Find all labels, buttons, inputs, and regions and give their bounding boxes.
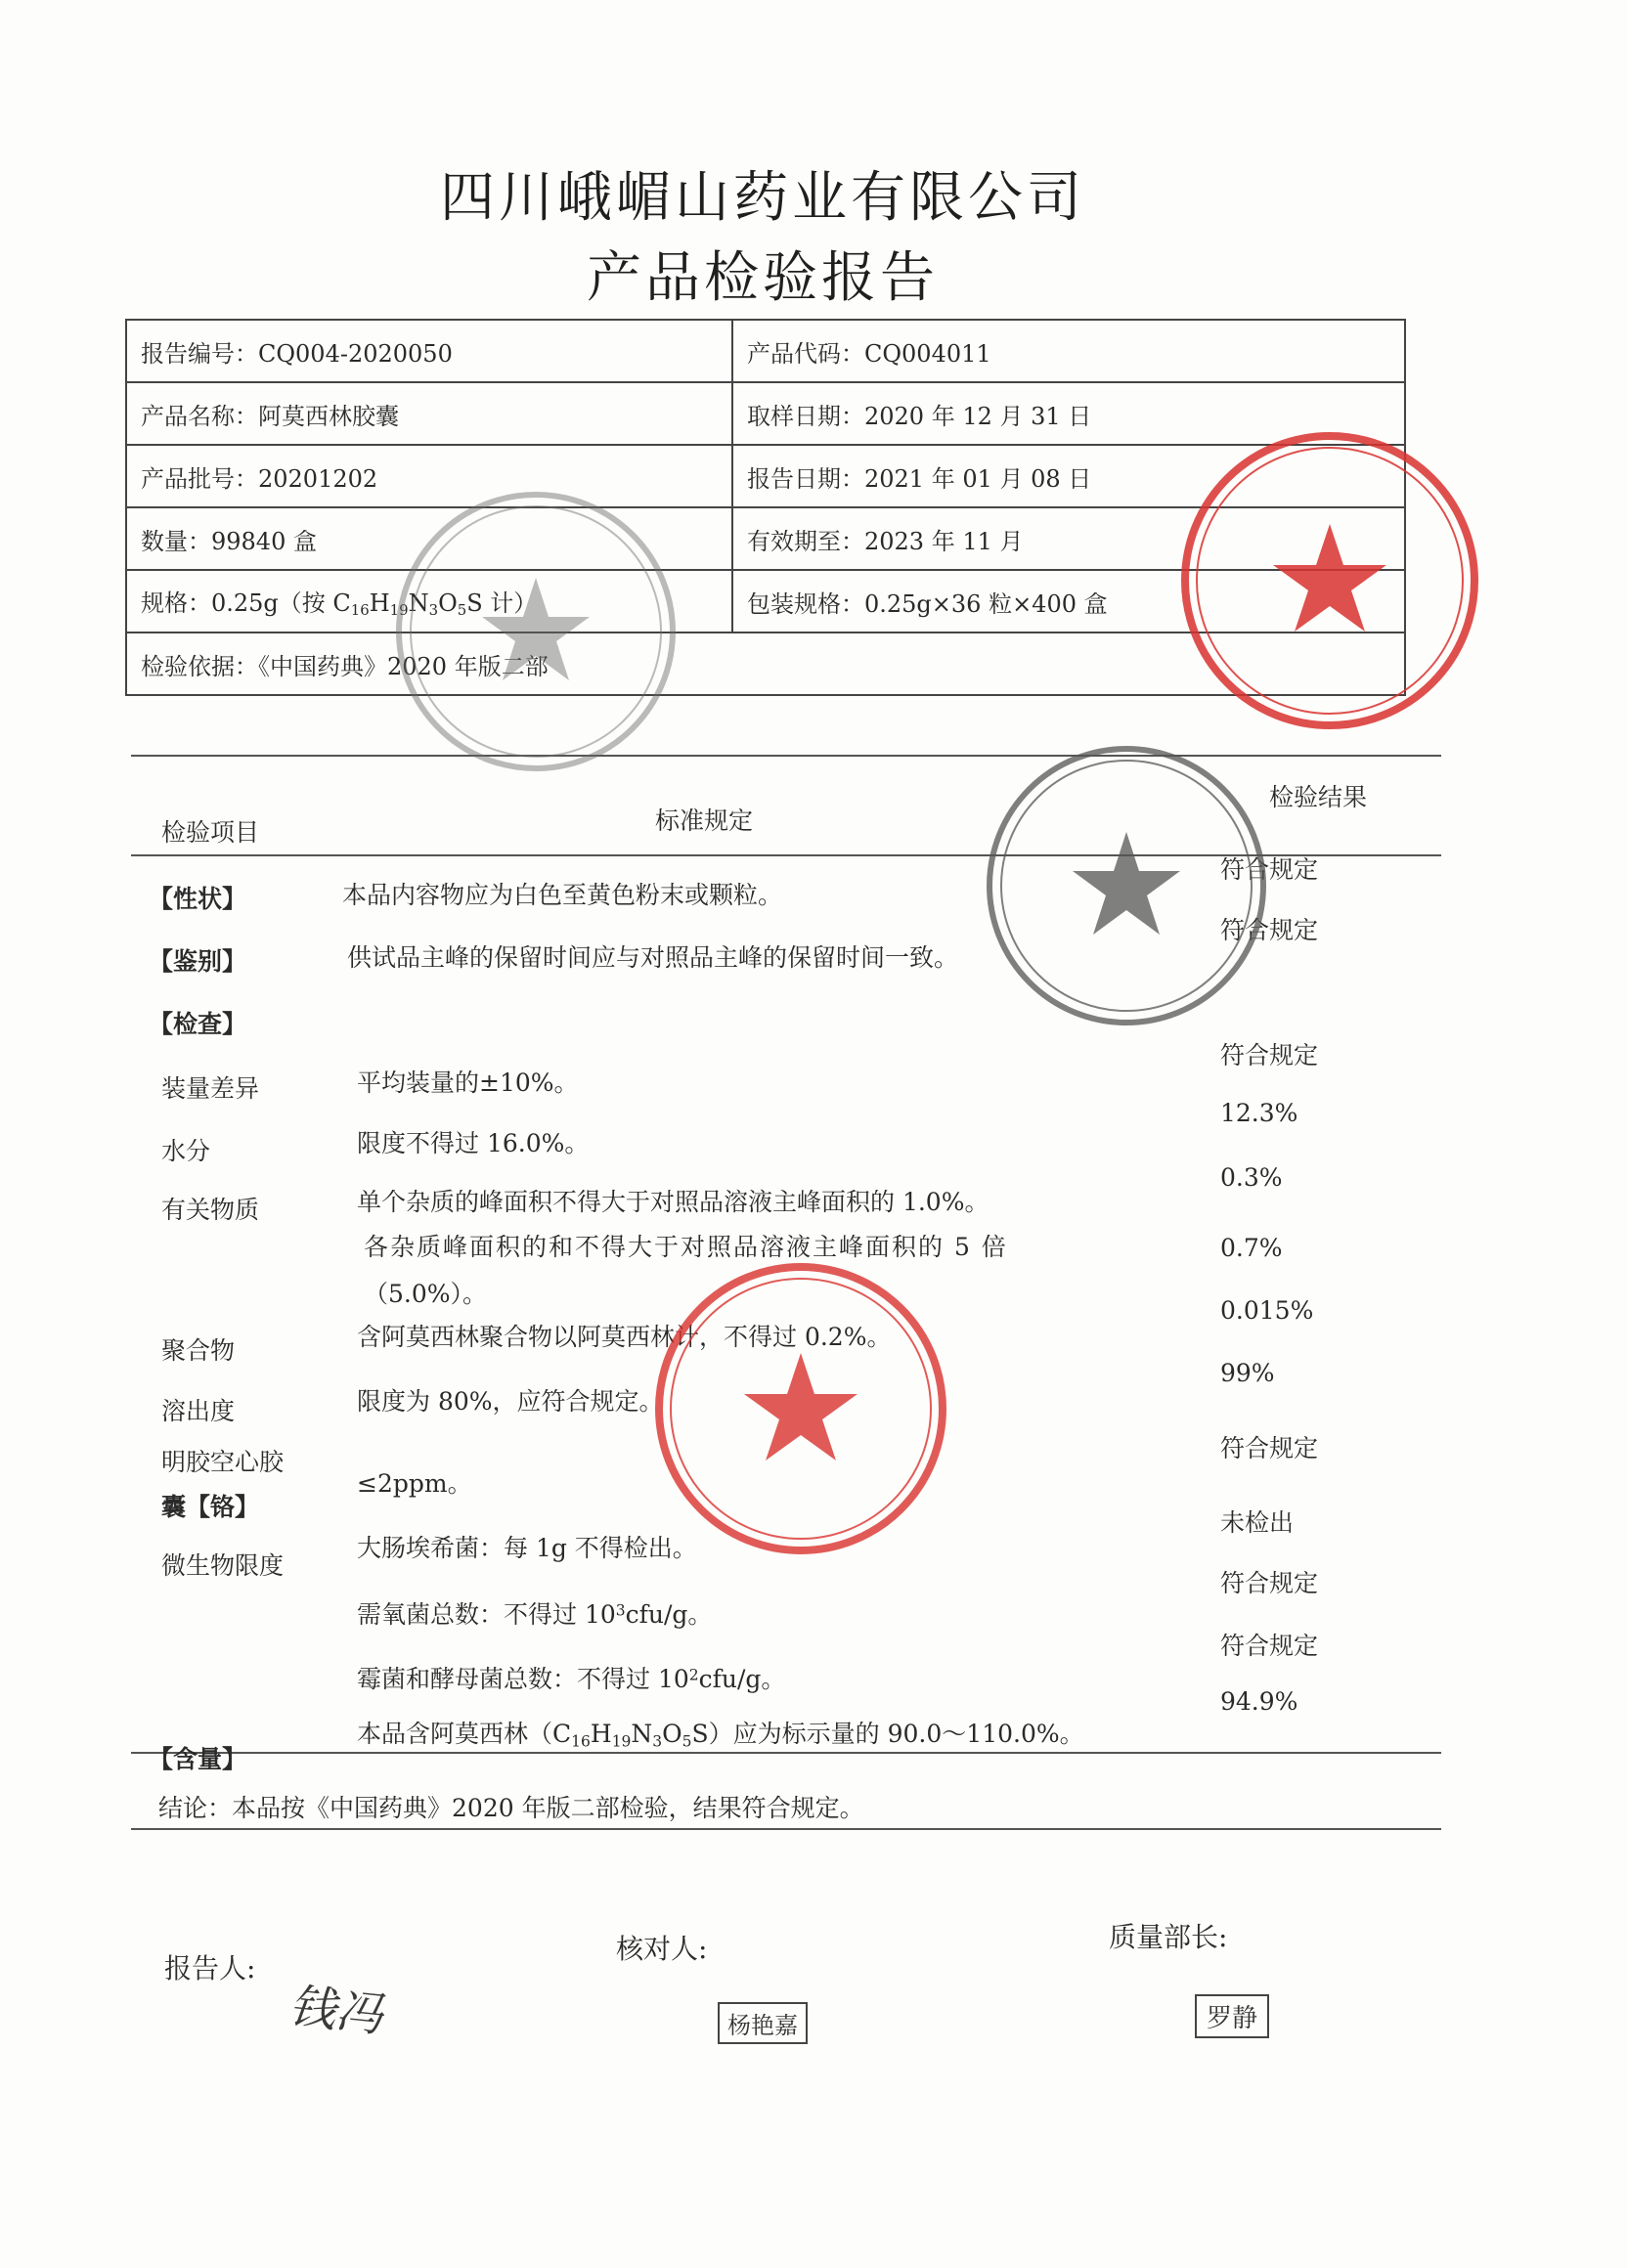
reporter-signature: 钱冯 xyxy=(286,1979,386,2043)
chromium-result: 符合规定 xyxy=(1220,1434,1319,1462)
report-date: 报告日期：2021 年 01 月 08 日 xyxy=(732,445,1405,507)
water-result: 12.3% xyxy=(1220,1099,1298,1127)
inspection-basis: 检验依据：《中国药典》2020 年版二部 xyxy=(126,632,1405,695)
related-standard-2b: （5.0%）。 xyxy=(364,1280,488,1308)
company-name: 四川峨嵋山药业有限公司 xyxy=(440,166,1085,230)
dissolution-label: 溶出度 xyxy=(161,1397,236,1425)
fill-weight-result: 符合规定 xyxy=(1220,1041,1319,1069)
fill-weight-label: 装量差异 xyxy=(161,1074,260,1103)
emeishan-inspection-stamp xyxy=(389,485,682,778)
specification: 规格：0.25g（按 C16H19N3O5S 计） xyxy=(126,570,732,632)
expiry-date: 有效期至：2023 年 11 月 xyxy=(732,507,1405,570)
microbial-standard-3: 霉菌和酵母菌总数：不得过 $10^2cfu/g$。 xyxy=(357,1665,786,1693)
checker-label: 核对人: xyxy=(616,1933,708,1965)
chromium-standard: ≤2ppm。 xyxy=(357,1469,472,1498)
related-standard-1: 单个杂质的峰面积不得大于对照品溶液主峰面积的 1.0%。 xyxy=(357,1188,989,1216)
dissolution-standard: 限度为 80%，应符合规定。 xyxy=(357,1387,664,1416)
sample-date: 取样日期：2020 年 12 月 31 日 xyxy=(732,382,1405,445)
water-standard: 限度不得过 16.0%。 xyxy=(357,1129,590,1157)
assay-result: 94.9% xyxy=(1220,1687,1298,1716)
appearance-result: 符合规定 xyxy=(1220,855,1319,884)
identification-result: 符合规定 xyxy=(1220,916,1319,944)
qa-label: 质量部长: xyxy=(1109,1921,1228,1953)
qa-seal: 罗静 xyxy=(1195,1994,1269,2038)
product-code: 产品代码：CQ004011 xyxy=(732,320,1405,382)
identification-standard: 供试品主峰的保留时间应与对照品主峰的保留时间一致。 xyxy=(347,943,959,972)
divider-conclusion xyxy=(131,1828,1441,1830)
product-name: 产品名称：阿莫西林胶囊 xyxy=(126,382,732,445)
column-standard: 标准规定 xyxy=(655,807,754,835)
microbial-result-1: 未检出 xyxy=(1220,1508,1295,1537)
related-result-1: 0.3% xyxy=(1220,1163,1283,1192)
microbial-standard-1: 大肠埃希菌：每 1g 不得检出。 xyxy=(357,1534,697,1562)
packing-spec: 包装规格：0.25g×36 粒×400 盒 xyxy=(732,570,1405,632)
related-label: 有关物质 xyxy=(161,1196,260,1224)
assay-standard: 本品含阿莫西林（C16H19N3O5S）应为标示量的 90.0～110.0%。 xyxy=(357,1720,1084,1751)
assay-label: 【含量】 xyxy=(149,1745,247,1773)
water-label: 水分 xyxy=(161,1137,211,1165)
microbial-label: 微生物限度 xyxy=(161,1551,285,1580)
report-title: 产品检验报告 xyxy=(587,246,939,310)
chromium-label-1: 明胶空心胶 xyxy=(161,1448,285,1476)
microbial-result-3: 符合规定 xyxy=(1220,1632,1319,1660)
column-result: 检验结果 xyxy=(1269,783,1368,811)
emeishan-inspection-stamp-2 xyxy=(980,739,1273,1032)
batch-number: 产品批号：20201202 xyxy=(126,445,732,507)
related-result-2: 0.7% xyxy=(1220,1234,1283,1262)
microbial-result-2: 符合规定 xyxy=(1220,1569,1319,1597)
divider-content xyxy=(131,1752,1441,1754)
huaxin-qa-stamp xyxy=(1175,426,1484,735)
quantity: 数量：99840 盒 xyxy=(126,507,732,570)
conclusion: 结论：本品按《中国药典》2020 年版二部检验，结果符合规定。 xyxy=(158,1794,864,1822)
identification-label: 【鉴别】 xyxy=(149,947,247,976)
divider-top xyxy=(131,755,1441,757)
reporter-label: 报告人: xyxy=(164,1952,256,1984)
appearance-standard: 本品内容物应为白色至黄色粉末或颗粒。 xyxy=(342,881,783,909)
fill-weight-standard: 平均装量的±10%。 xyxy=(357,1069,579,1097)
polymer-result: 0.015% xyxy=(1220,1296,1314,1325)
chromium-label-2: 囊【铬】 xyxy=(161,1493,260,1521)
report-number: 报告编号：CQ004-2020050 xyxy=(126,320,732,382)
polymer-label: 聚合物 xyxy=(161,1336,236,1365)
yuexing-qc-stamp xyxy=(649,1257,952,1560)
polymer-standard: 含阿莫西林聚合物以阿莫西林计，不得过 0.2%。 xyxy=(357,1323,892,1351)
related-standard-2: 各杂质峰面积的和不得大于对照品溶液主峰面积的 5 倍 xyxy=(364,1233,1008,1261)
column-item: 检验项目 xyxy=(161,818,260,847)
dissolution-result: 99% xyxy=(1220,1359,1275,1387)
microbial-standard-2: 需氧菌总数：不得过 $10^3cfu/g$。 xyxy=(357,1600,713,1629)
appearance-label: 【性状】 xyxy=(149,885,247,913)
inspection-label: 【检查】 xyxy=(149,1010,247,1038)
checker-seal: 杨艳嘉 xyxy=(718,2002,808,2044)
